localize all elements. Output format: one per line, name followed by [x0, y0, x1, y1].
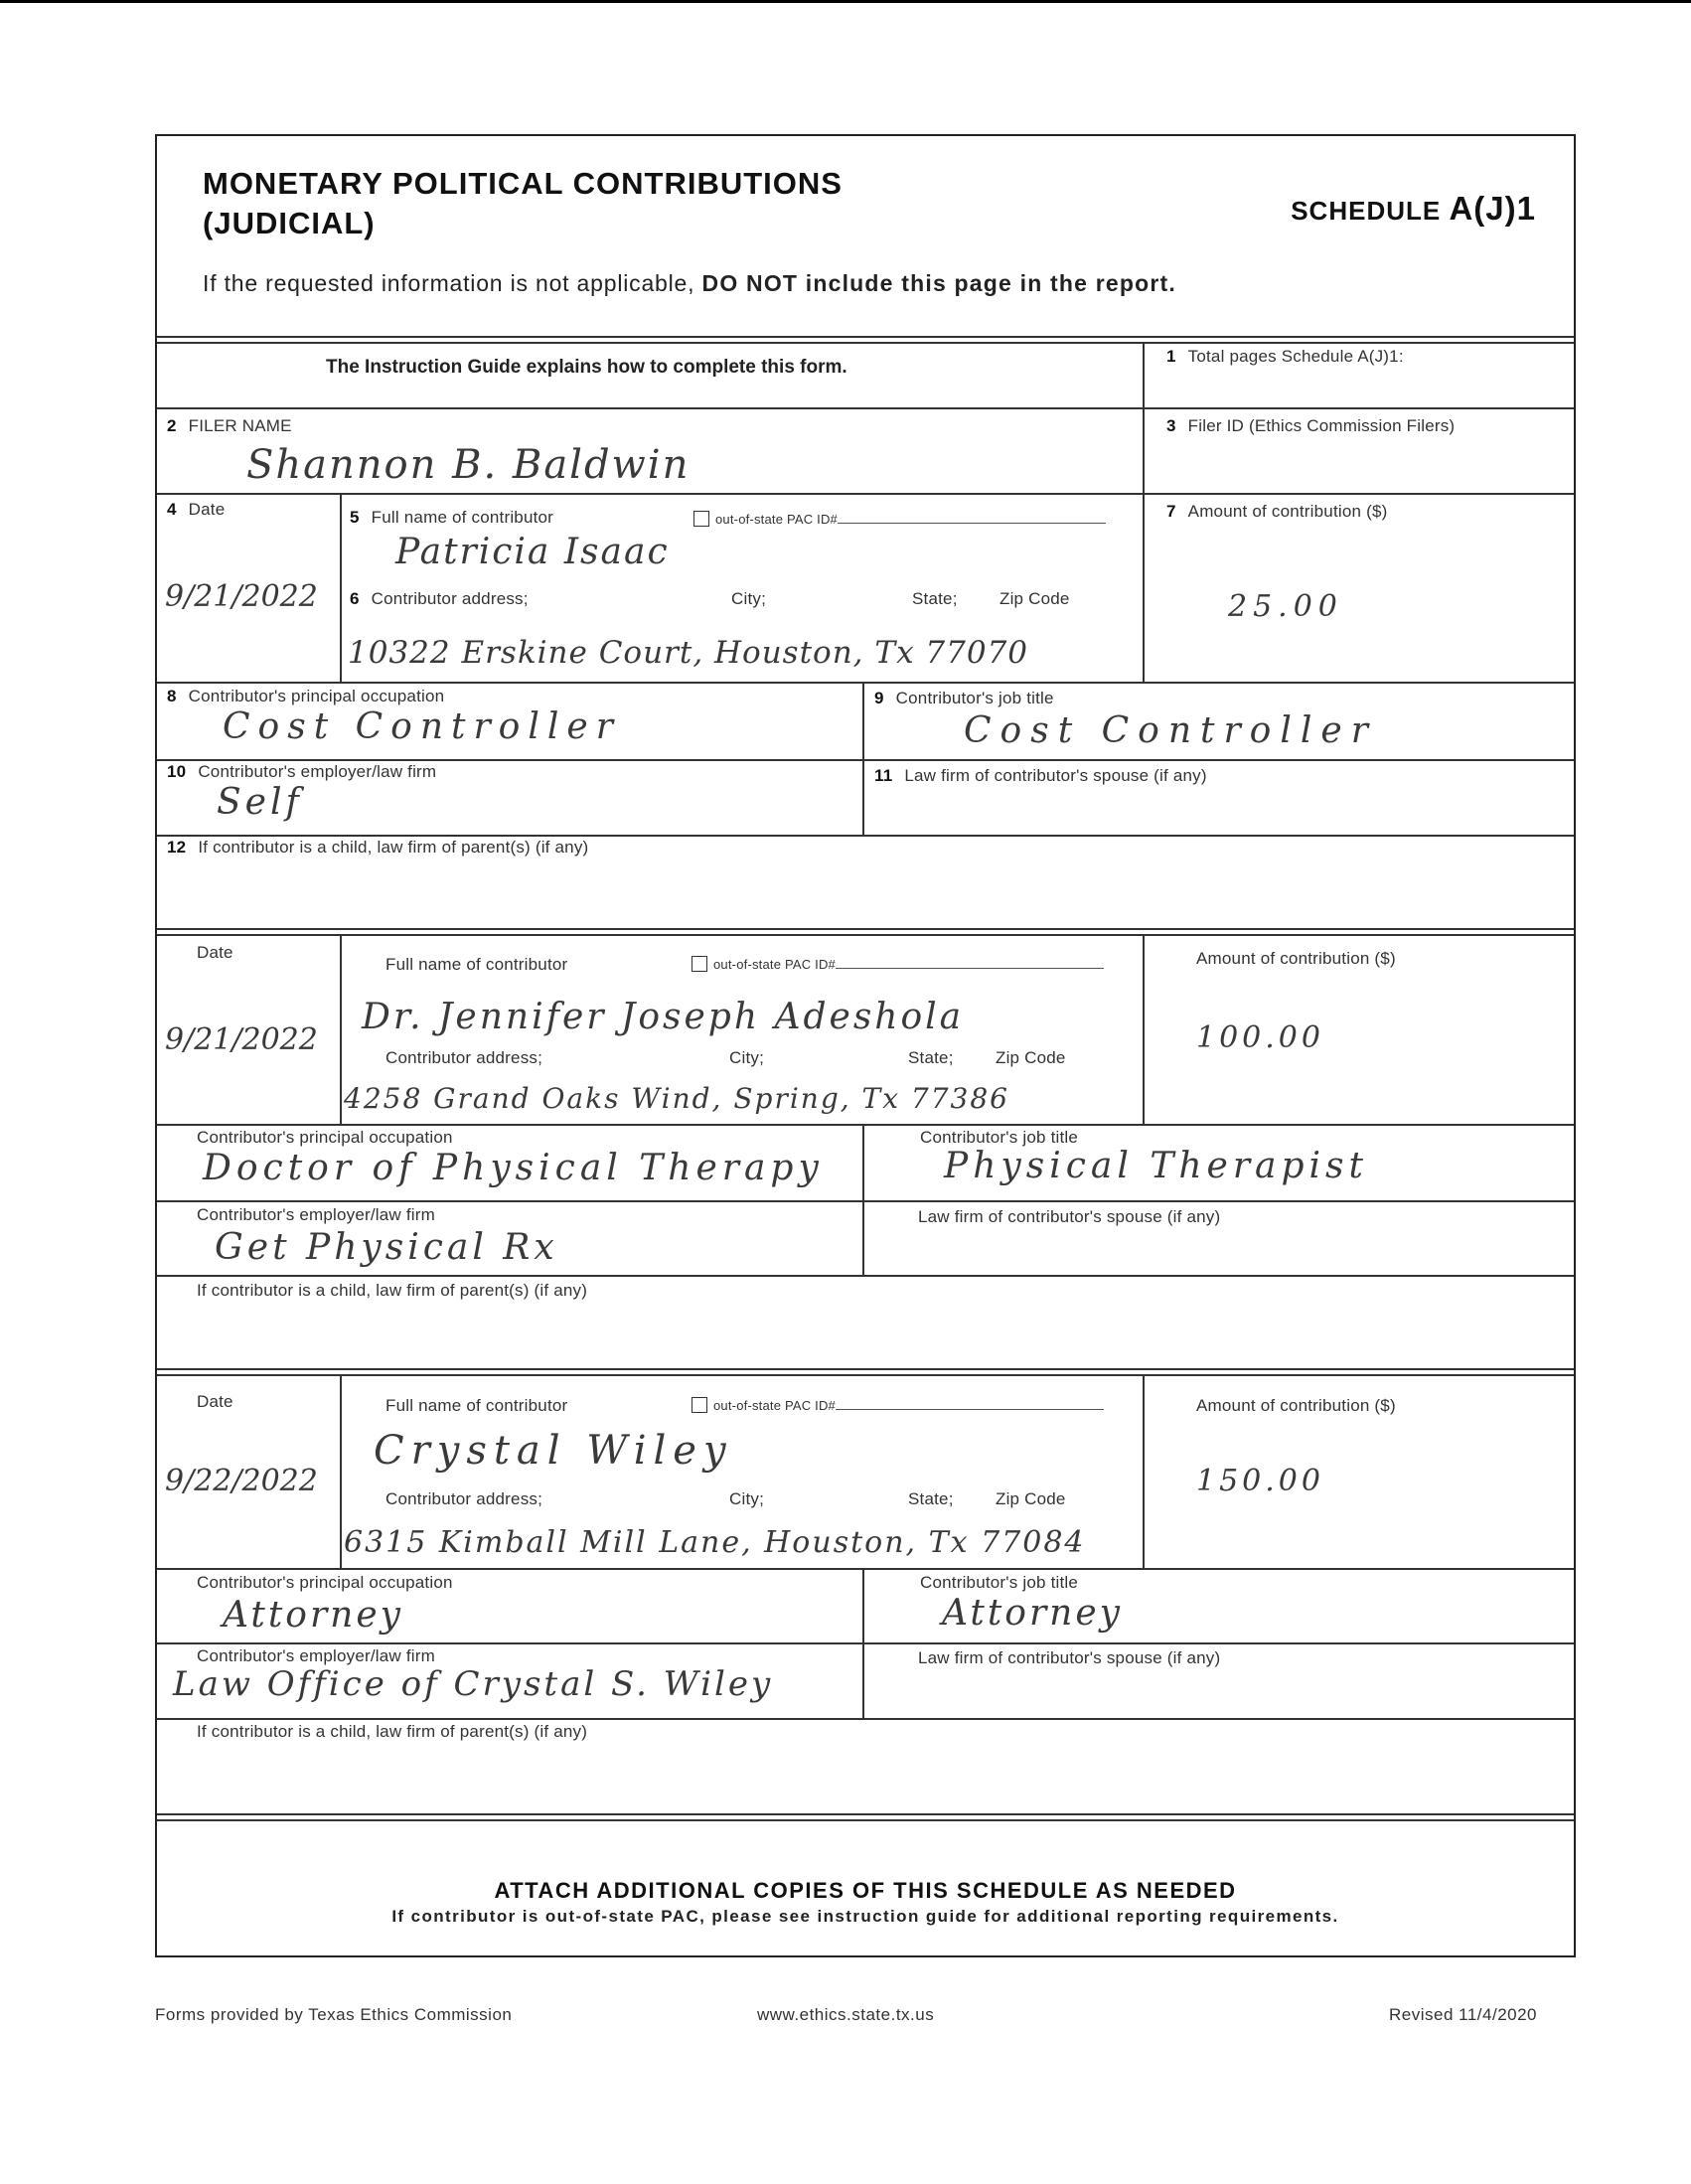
full-name-label: Full name of contributor — [385, 955, 568, 974]
amount-label-text: Amount of contribution ($) — [1187, 502, 1388, 521]
divider — [157, 1718, 1574, 1720]
occupation-value[interactable]: Attorney — [223, 1595, 404, 1636]
contributor-address[interactable]: 10322 Erskine Court, Houston, Tx 77070 — [348, 635, 1029, 671]
field-number: 1 — [1166, 347, 1176, 366]
filer-name-value[interactable]: Shannon B. Baldwin — [246, 442, 691, 488]
spouse-firm-label: Law firm of contributor's spouse (if any) — [918, 1648, 1221, 1667]
divider — [157, 1568, 1574, 1570]
divider — [157, 1374, 1574, 1376]
contributor-address[interactable]: 4258 Grand Oaks Wind, Spring, Tx 77386 — [344, 1082, 1009, 1115]
contribution-amount[interactable]: 25.00 — [1228, 589, 1343, 624]
form-title-line2: (JUDICIAL) — [203, 206, 376, 240]
divider — [157, 336, 1574, 338]
divider — [157, 1642, 1574, 1644]
column-divider — [1143, 342, 1145, 682]
divider — [157, 1819, 1574, 1821]
out-of-state-pac-option — [692, 1398, 1104, 1415]
divider — [157, 759, 1574, 761]
date-label: Date — [197, 943, 233, 962]
field-number: 2 — [167, 416, 177, 435]
instruction-guide-note: The Instruction Guide explains how to complete this form. — [326, 357, 847, 378]
zip-label: Zip Code — [999, 589, 1070, 608]
column-divider — [862, 1568, 864, 1718]
column-divider — [340, 934, 342, 1124]
occupation-label: Contributor's principal occupation — [197, 1573, 453, 1592]
column-divider — [340, 1374, 342, 1568]
page-top-edge — [0, 0, 1691, 3]
contribution-date[interactable]: 9/21/2022 — [165, 1022, 318, 1057]
filer-id-label-text: Filer ID (Ethics Commission Filers) — [1187, 416, 1456, 435]
notice-text: If the requested information is not applicable, — [203, 270, 695, 296]
employer-value[interactable]: Law Office of Crystal S. Wiley — [173, 1664, 774, 1704]
column-divider — [862, 1124, 864, 1275]
divider — [157, 1200, 1574, 1202]
form-title — [203, 164, 843, 243]
column-divider — [862, 682, 864, 835]
out-of-state-pac-option — [693, 512, 1106, 529]
footer-provider: Forms provided by Texas Ethics Commission — [155, 2005, 513, 2024]
schedule-word: SCHEDULE — [1291, 196, 1442, 226]
pac-id-field[interactable] — [838, 513, 1106, 524]
field-number: 8 — [167, 687, 177, 705]
out-of-state-pac-label: out-of-state PAC — [713, 957, 812, 972]
divider — [157, 407, 1574, 409]
schedule-code: A(J)1 — [1449, 190, 1536, 227]
column-divider — [1143, 1374, 1145, 1568]
contributor-address[interactable]: 6315 Kimball Mill Lane, Houston, Tx 77084 — [344, 1525, 1086, 1560]
job-title-value[interactable]: Cost Controller — [964, 710, 1377, 751]
contribution-date[interactable]: 9/21/2022 — [165, 579, 318, 614]
state-label: State; — [912, 589, 958, 608]
occupation-value[interactable]: Cost Controller — [223, 706, 621, 747]
spouse-firm-label — [874, 766, 1207, 786]
child-firm-label-text: If contributor is a child, law firm of parent(s) (if any) — [198, 838, 589, 857]
field-number: 4 — [167, 500, 177, 519]
employer-label: Contributor's employer/law firm — [197, 1205, 435, 1224]
employer-label-text: Contributor's employer/law firm — [198, 762, 437, 781]
full-name-label: Full name of contributor — [385, 1396, 568, 1415]
date-label — [167, 500, 225, 520]
field-number: 12 — [167, 838, 187, 857]
job-title-label-text: Contributor's job title — [895, 689, 1054, 707]
child-firm-label: If contributor is a child, law firm of parent(s) (if any) — [197, 1281, 588, 1300]
filer-name-label-text: FILER NAME — [188, 416, 292, 435]
state-label: State; — [908, 1048, 954, 1067]
notice-bold-text: DO NOT include this page in the report. — [701, 270, 1176, 296]
filer-name-label — [167, 416, 292, 436]
job-title-value[interactable]: Attorney — [942, 1593, 1124, 1634]
amount-label: Amount of contribution ($) — [1196, 1396, 1396, 1415]
divider — [157, 1368, 1574, 1370]
field-number: 11 — [874, 766, 893, 785]
employer-label — [167, 762, 436, 782]
form-title-line1: MONETARY POLITICAL CONTRIBUTIONS — [203, 166, 843, 201]
job-title-label — [874, 689, 1054, 708]
spouse-firm-label: Law firm of contributor's spouse (if any) — [918, 1207, 1221, 1226]
occupation-value[interactable]: Doctor of Physical Therapy — [203, 1148, 824, 1188]
pac-id-label: ID# — [815, 1398, 836, 1413]
city-label: City; — [729, 1048, 764, 1067]
full-name-label — [350, 508, 553, 528]
job-title-value[interactable]: Physical Therapist — [944, 1146, 1368, 1186]
occupation-label-text: Contributor's principal occupation — [188, 687, 445, 705]
out-of-state-pac-checkbox[interactable] — [693, 511, 709, 527]
divider — [157, 934, 1574, 936]
amount-label — [1166, 502, 1387, 522]
zip-label: Zip Code — [996, 1048, 1066, 1067]
out-of-state-pac-notice: If contributor is out-of-state PAC, please see instruction guide for additional reporting requirements. — [391, 1907, 1339, 1926]
city-label: City; — [729, 1489, 764, 1508]
field-number: 6 — [350, 589, 360, 608]
divider — [157, 342, 1574, 344]
divider — [157, 682, 1574, 684]
employer-label: Contributor's employer/law firm — [197, 1646, 435, 1665]
occupation-label — [167, 687, 444, 706]
employer-value[interactable]: Self — [217, 782, 303, 823]
full-name-label-text: Full name of contributor — [371, 508, 554, 527]
divider — [157, 835, 1574, 837]
contribution-amount[interactable]: 150.00 — [1196, 1464, 1324, 1498]
footer-website[interactable]: www.ethics.state.tx.us — [757, 2005, 935, 2024]
divider — [157, 1813, 1574, 1815]
spouse-firm-label-text: Law firm of contributor's spouse (if any) — [904, 766, 1207, 785]
applicability-notice — [203, 270, 1176, 297]
divider — [157, 1275, 1574, 1277]
out-of-state-pac-label: out-of-state PAC — [715, 512, 814, 527]
out-of-state-pac-label: out-of-state PAC — [713, 1398, 812, 1413]
field-number: 9 — [874, 689, 884, 707]
filer-id-label — [1166, 416, 1455, 436]
schedule-label — [1291, 190, 1536, 228]
total-pages-label — [1166, 347, 1404, 367]
state-label: State; — [908, 1489, 954, 1508]
column-divider — [1143, 934, 1145, 1124]
out-of-state-pac-checkbox[interactable] — [692, 956, 707, 972]
field-number: 10 — [167, 762, 187, 781]
city-label: City; — [731, 589, 766, 608]
date-label-text: Date — [188, 500, 226, 519]
amount-label: Amount of contribution ($) — [1196, 949, 1396, 968]
contributor-name[interactable]: Dr. Jennifer Joseph Adeshola — [362, 997, 965, 1037]
job-title-label: Contributor's job title — [920, 1573, 1079, 1592]
job-title-label: Contributor's job title — [920, 1128, 1079, 1147]
child-firm-label — [167, 838, 588, 858]
zip-label: Zip Code — [996, 1489, 1066, 1508]
divider — [157, 493, 1574, 495]
occupation-label: Contributor's principal occupation — [197, 1128, 453, 1147]
contribution-amount[interactable]: 100.00 — [1196, 1020, 1324, 1055]
pac-id-label: ID# — [817, 512, 838, 527]
contributor-name[interactable]: Crystal Wiley — [374, 1428, 733, 1474]
contribution-date[interactable]: 9/22/2022 — [165, 1464, 318, 1498]
child-firm-label: If contributor is a child, law firm of parent(s) (if any) — [197, 1722, 588, 1741]
schedule-form — [155, 134, 1576, 1957]
column-divider — [340, 493, 342, 682]
pac-id-label: ID# — [815, 957, 836, 972]
employer-value[interactable]: Get Physical Rx — [215, 1227, 558, 1268]
address-label: Contributor address; — [385, 1489, 543, 1508]
out-of-state-pac-checkbox[interactable] — [692, 1397, 707, 1413]
footer-revision-date: Revised 11/4/2020 — [1389, 2005, 1538, 2024]
contributor-name[interactable]: Patricia Isaac — [395, 532, 670, 572]
address-label: Contributor address; — [385, 1048, 543, 1067]
divider — [157, 928, 1574, 930]
field-number: 3 — [1166, 416, 1176, 435]
pac-id-field[interactable] — [836, 958, 1104, 969]
out-of-state-pac-option — [692, 957, 1104, 974]
attach-copies-notice: ATTACH ADDITIONAL COPIES OF THIS SCHEDULE AS NEEDED — [494, 1878, 1237, 1903]
divider — [157, 1124, 1574, 1126]
field-number: 7 — [1166, 502, 1176, 521]
address-label — [350, 589, 529, 609]
date-label: Date — [197, 1392, 233, 1411]
pac-id-field[interactable] — [836, 1399, 1104, 1410]
field-number: 5 — [350, 508, 360, 527]
total-pages-label-text: Total pages Schedule A(J)1: — [1187, 347, 1404, 366]
address-label-text: Contributor address; — [371, 589, 529, 608]
